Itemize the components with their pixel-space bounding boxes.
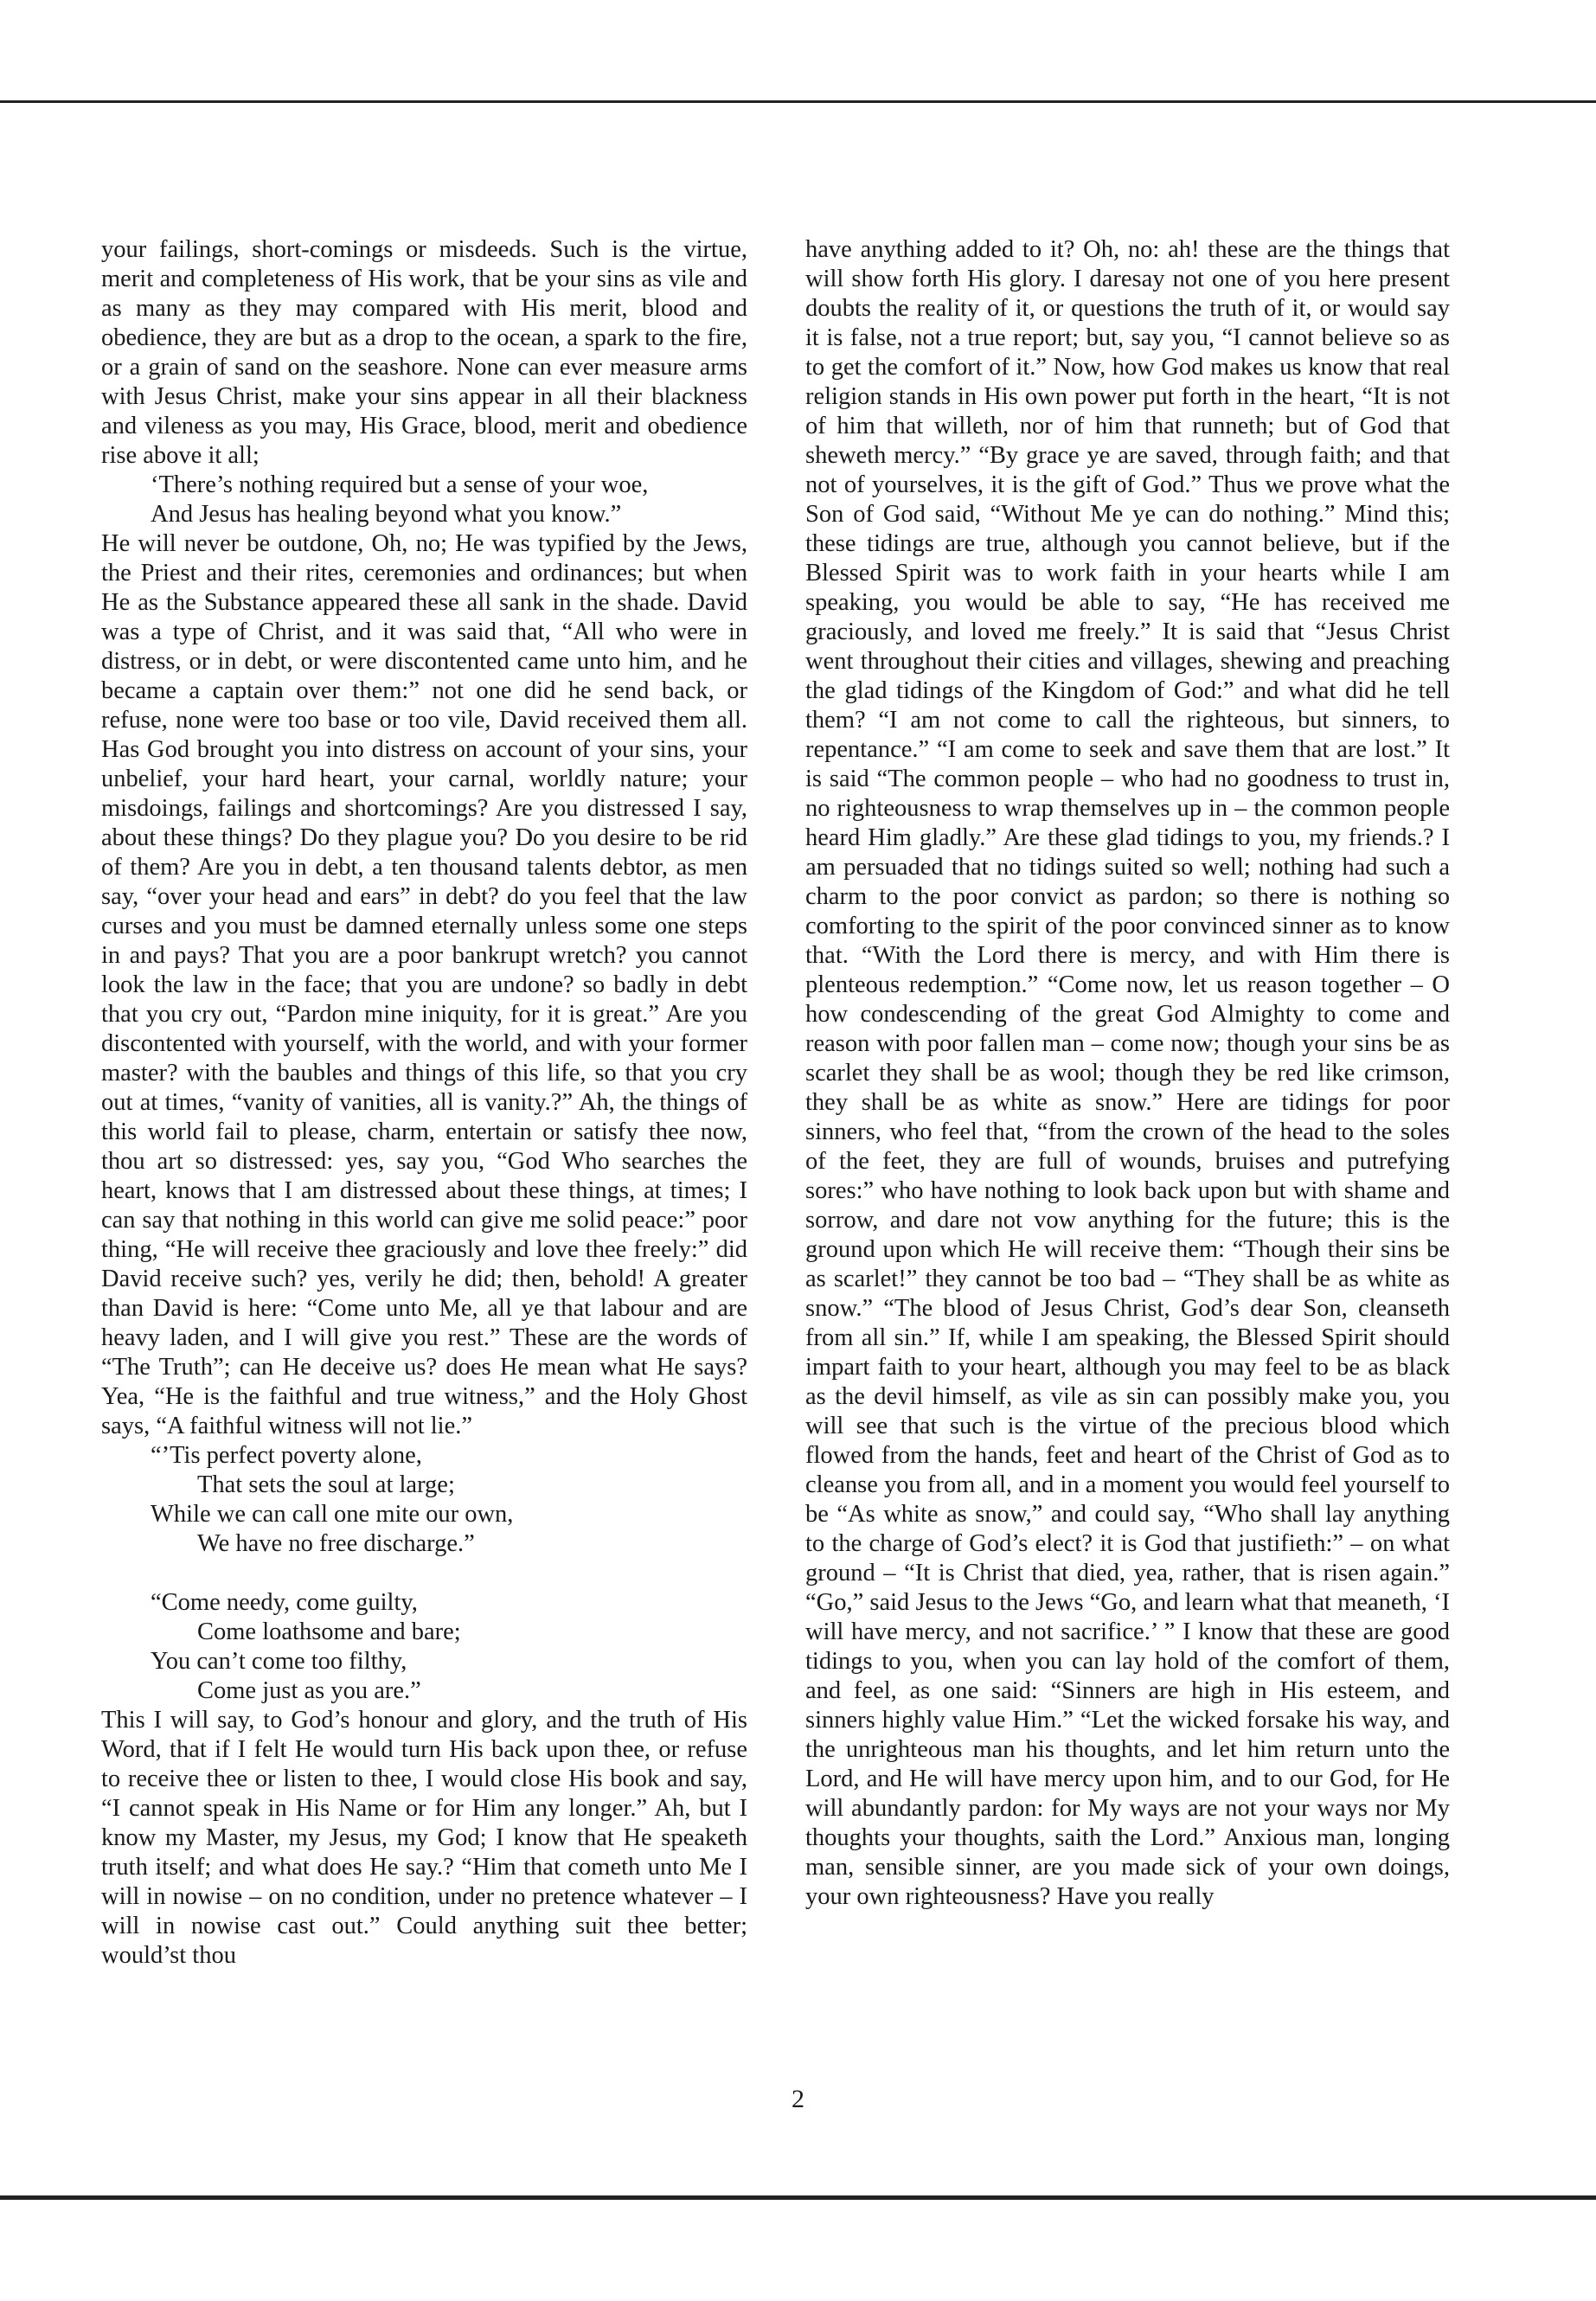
couplet-line-2: And Jesus has healing beyond what you know.” [151,501,622,528]
verse-line: You can’t come too filthy, [151,1648,407,1675]
verse-line: “’Tis perfect poverty alone, [151,1442,422,1469]
quoted-couplet [101,471,747,529]
verse-line: That sets the soul at large; [197,1471,455,1498]
left-column [101,235,747,1971]
verse-line: “Come needy, come guilty, [151,1589,418,1616]
top-rule [0,100,1596,103]
verse-line: Come loathsome and bare; [197,1618,461,1645]
verse-gap [101,1559,747,1588]
page-number: 2 [792,2085,804,2113]
hymn-verse-2 [101,1588,747,1706]
verse-line: While we can call one mite our own, [151,1501,514,1528]
couplet-line-1: ‘There’s nothing required but a sense of your woe, [151,471,649,498]
right-paragraph-1: have anything added to it? Oh, no: ah! these are the things that will show forth His glory. I daresay not one of you here present doubts the reality of it, or questions the truth of it, or would say it is false, not a true report; but, say you, “I cannot believe so as to get the comfort of it.” Now, how God makes us know that real religion stands in His own power put forth in the heart, “It is not of him that willeth, nor of him that runneth; but of God that sheweth mercy.” “By grace ye are saved, through faith; and that not of yourselves, it is the gift of God.” Thus we prove what the Son of God said, “Without Me ye can do nothing.” Mind this; these tidings are true, although you cannot believe, but if the Blessed Spirit was to work faith in your hearts while I am speaking, you would be able to say, “He has received me graciously, and loved me freely.” It is said that “Jesus Christ went throughout their cities and villages, shewing and preaching the glad tidings of the Kingdom of God:” and what did he tell them? “I am not come to call the righteous, but sinners, to repentance.” “I am come to seek and save them that are lost.” It is said “The common people – who had no goodness to trust in, no righteousness to wrap themselves up in – the common people heard Him gladly.” Are these glad tidings to you, my friends.? I am persuaded that no tidings suited so well; nothing had such a charm to the poor convict as pardon; so there is nothing so comforting to the spirit of the poor convinced sinner as to know that. “With the Lord there is mercy, and with Him there is plenteous redemption.” “Come now, let us reason together – O how condescending of the great God Almighty to come and reason with poor fallen man – come now; though your sins be as scarlet they shall be as wool; though they be red like crimson, they shall be as white as snow.” Here are tidings for poor sinners, who feel that, “from the crown of the head to the soles of the feet, they are full of wounds, bruises and putrefying sores:” who have nothing to look back upon but with shame and sorrow, and dare not vow anything for the future; this is the ground upon which He will receive them: “Though their sins be as scarlet!” they cannot be too bad – “They shall be as white as snow.” “The blood of Jesus Christ, God’s dear Son, cleanseth from all sin.” If, while I am speaking, the Blessed Spirit should impart faith to your heart, although you may feel to be as black as the devil himself, as vile as sin can possibly make you, you will see that such is the virtue of the precious blood which flowed from the hands, feet and heart of the Christ of God as to cleanse you from all, and in a moment you would feel yourself to be “As white as snow,” and could say, “Who shall lay anything to the charge of God’s elect? it is God that justifieth:” – on what ground – “It is Christ that died, yea, rather, that is risen again.” “Go,” said Jesus to the Jews “Go, and learn what that meaneth, ‘I will have mercy, and not sacrifice.’ ” I know that these are good tidings to you, when you can lay hold of the comfort of them, and feel, as one said: “Sinners are high in His esteem, and sinners highly value Him.” “Let the wicked forsake his way, and the unrighteous man his thoughts, and let him return unto the Lord, and He will have mercy upon him, and to our God, for He will abundantly pardon: for My ways are not your ways nor My thoughts your thoughts, saith the Lord.” Anxious man, longing man, sensible sinner, are you made sick of your own doings, your own righteousness? Have you really [805,236,1450,1910]
left-paragraph-1: your failings, short-comings or misdeeds. Such is the virtue, merit and completeness of His work, that be your sins as vile and as many as they may compared with His merit, blood and obedience, they are but as a drop to the ocean, a spark to the fire, or a grain of sand on the seashore. None can ever measure arms with Jesus Christ, make your sins appear in all their blackness and vileness as you may, His Grace, blood, merit and obedience rise above it all; [101,236,747,469]
right-column [805,235,1450,1912]
verse-line: We have no free discharge.” [197,1530,475,1557]
verse-line: Come just as you are.” [197,1677,421,1704]
left-paragraph-3: This I will say, to God’s honour and glory, and the truth of His Word, that if I felt He would turn His back upon thee, or refuse to receive thee or listen to thee, I would close His book and say, “I cannot speak in His Name or for Him any longer.” Ah, but I know my Master, my Jesus, my God; I know that He speaketh truth itself; and what does He say.? “Him that cometh unto Me I will in nowise – on no condition, under no pretence whatever – I will in nowise cast out.” Could anything suit thee better; would’st thou [101,1707,747,1969]
bottom-rule [0,2195,1596,2200]
left-paragraph-2: He will never be outdone, Oh, no; He was typified by the Jews, the Priest and their rites, ceremonies and ordinances; but when He as the Substance appeared these all sank in the shade. David was a type of Christ, and it was said that, “All who were in distress, or in debt, or were discontented came unto him, and he became a captain over them:” not one did he send back, or refuse, none were too base or too vile, David received them all. Has God brought you into distress on account of your sins, your unbelief, your hard heart, your carnal, worldly nature; your misdoings, failings and shortcomings? Are you distressed I say, about these things? Do they plague you? Do you desire to be rid of them? Are you in debt, a ten thousand talents debtor, as men say, “over your head and ears” in debt? do you feel that the law curses and you must be damned eternally unless some one steps in and pays? That you are a poor bankrupt wretch? you cannot look the law in the face; that you are undone? so badly in debt that you cry out, “Pardon mine iniquity, for it is great.” Are you discontented with yourself, with the world, and with your former master? with the baubles and things of this life, so that you cry out at times, “vanity of vanities, all is vanity.?” Ah, the things of this world fail to please, charm, entertain or satisfy thee now, thou art so distressed: yes, say you, “God Who searches the heart, knows that I am distressed about these things, at times; I can say that nothing in this world can give me solid peace:” poor thing, “He will receive thee graciously and love thee freely:” did David receive such? yes, verily he did; then, behold! A greater than David is here: “Come unto Me, all ye that labour and are heavy laden, and I will give you rest.” These are the words of “The Truth”; can He deceive us? does He mean what He says? Yea, “He is the faithful and true witness,” and the Holy Ghost says, “A faithful witness will not lie.” [101,530,747,1439]
hymn-verse-1 [101,1441,747,1559]
